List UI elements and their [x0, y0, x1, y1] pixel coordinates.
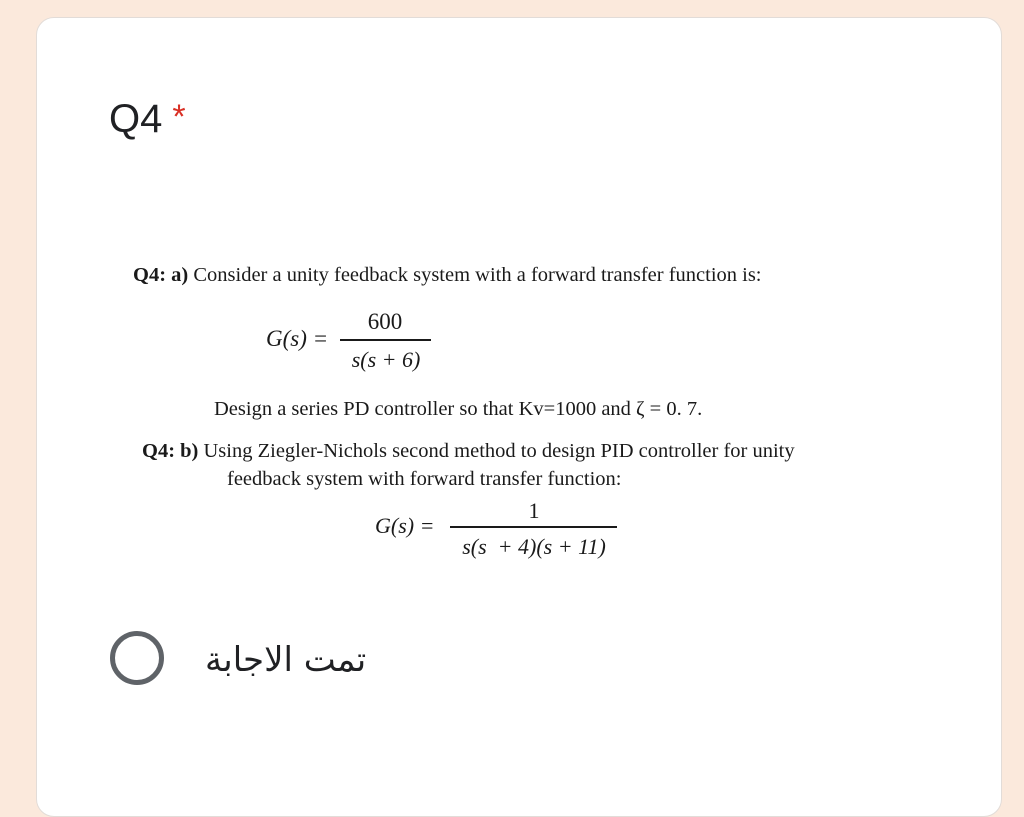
design-text: Design a series PD controller so that Kv=1000 and ζ = 0. 7. [214, 398, 703, 420]
option-radio[interactable] [110, 631, 164, 685]
part-b-line2: feedback system with forward transfer function: [227, 468, 622, 490]
part-a-line [133, 264, 762, 287]
tf1-numerator: 600 [367, 309, 403, 334]
question-title [109, 97, 186, 142]
tf2-numerator: 1 [528, 498, 540, 523]
part-b-label: Q4: b) [142, 440, 199, 462]
part-a-text: Consider a unity feedback system with a forward transfer function is: [193, 264, 762, 286]
question-number: Q4 [109, 97, 163, 141]
part-b-text1: Using Ziegler-Nichols second method to design PID controller for unity [203, 440, 795, 462]
required-asterisk: * [172, 98, 186, 136]
tf2-lhs: G(s) = [375, 513, 435, 538]
tf1-fraction-bar [340, 339, 431, 341]
tf1-denominator: s(s + 6) [351, 347, 421, 372]
part-b-line1 [142, 440, 795, 463]
tf1-lhs: G(s) = [266, 326, 329, 351]
tf2-denominator: s(s + 4)(s + 11) [462, 534, 606, 559]
tf2-fraction-bar [450, 526, 617, 528]
option-label[interactable]: تمت الاجابة [205, 640, 367, 680]
part-a-label: Q4: a) [133, 264, 189, 286]
